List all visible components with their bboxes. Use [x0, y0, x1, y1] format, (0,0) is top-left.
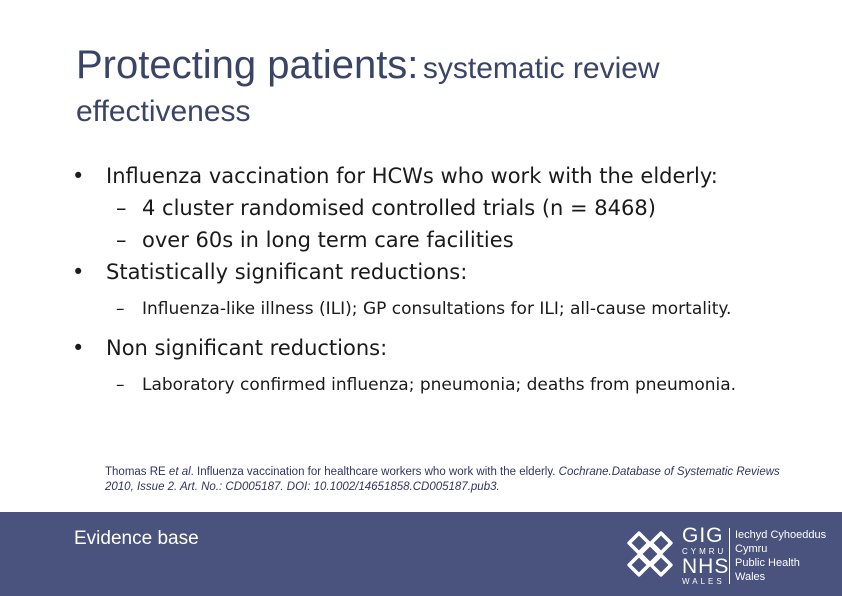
title-sub: systematic review [422, 52, 660, 85]
bullet-list [72, 160, 772, 396]
org-line: Iechyd Cyhoeddus [735, 529, 827, 541]
bullet-item [72, 256, 772, 288]
dash-icon: – [116, 196, 127, 220]
slide-title [76, 38, 816, 133]
citation [105, 465, 785, 495]
sub-bullet-item [72, 192, 772, 224]
logo-divider [729, 528, 730, 584]
nhs-wales-wordmark [682, 526, 729, 587]
welsh-knot-logo-icon [622, 524, 678, 584]
bullet-dot-icon: • [72, 164, 85, 188]
bullet-text: Influenza vaccination for HCWs who work with the elderly: [106, 164, 718, 188]
dash-icon: – [116, 228, 127, 252]
citation-etal: et al [168, 466, 191, 478]
bullet-item [72, 160, 772, 192]
sub-bullet-text: Influenza-like illness (ILI); GP consultations for ILI; all-cause mortality. [142, 299, 732, 319]
bullet-text: Statistically significant reductions: [106, 260, 468, 284]
wordmark-gig: GIG [682, 524, 724, 547]
sub-bullet-item [72, 224, 772, 256]
footer-bar [0, 512, 842, 596]
sub-bullet-item [72, 298, 772, 320]
bullet-text: Non significant reductions: [106, 336, 388, 360]
sub-bullet-text: 4 cluster randomised controlled trials (n = 8468) [142, 196, 656, 220]
org-line: Cymru [735, 543, 768, 555]
title-sub-line: effectiveness [76, 95, 251, 128]
wordmark-nhs: NHS [682, 555, 730, 578]
org-line: Public Health [735, 557, 800, 569]
footer-label: Evidence base [74, 528, 199, 549]
citation-authors: Thomas RE [105, 466, 169, 478]
dash-icon: – [116, 375, 125, 395]
org-line: Wales [735, 571, 766, 583]
sub-bullet-text: Laboratory confirmed influenza; pneumonia; deaths from pneumonia. [142, 375, 737, 395]
dash-icon: – [116, 299, 125, 319]
org-name [735, 528, 826, 584]
bullet-dot-icon: • [72, 336, 85, 360]
citation-journal: Cochrane.Database of Systematic Reviews 2010, Issue 2. Art. No.: CD005187. DOI: 10.1002/14651858.CD005187.pub3. [105, 466, 780, 493]
citation-title: . Influenza vaccination for healthcare workers who work with the elderly. [190, 466, 559, 478]
sub-bullet-text: over 60s in long term care facilities [142, 228, 514, 252]
wordmark-cymru: CYMRU [682, 547, 727, 556]
wordmark-wales: WALES [682, 577, 725, 586]
bullet-dot-icon: • [72, 260, 85, 284]
title-main: Protecting patients: [76, 43, 419, 87]
bullet-item [72, 332, 772, 364]
sub-bullet-item [72, 374, 772, 396]
